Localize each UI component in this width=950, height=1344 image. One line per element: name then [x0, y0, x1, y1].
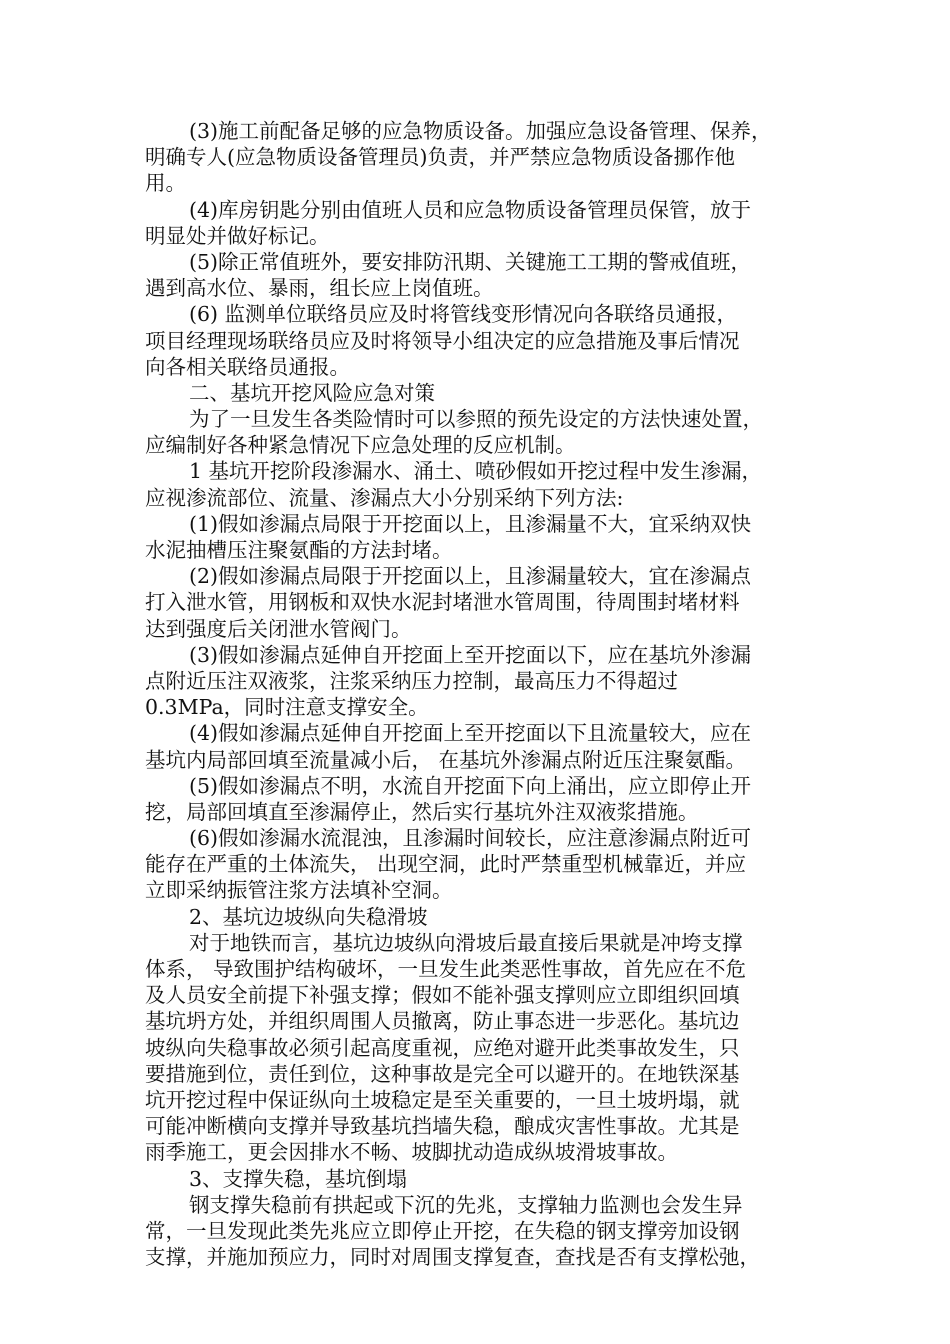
text-line: 基坑内局部回填至流量减小后， 在基坑外渗漏点附近压注聚氨酯。: [145, 747, 747, 772]
text-line: 点附近压注双液浆，注浆采纳压力控制，最高压力不得超过: [145, 668, 678, 693]
text-line: 0.3MPa，同时注意支撑安全。: [145, 695, 429, 720]
text-line: 遇到高水位、暴雨，组长应上岗值班。: [145, 276, 494, 301]
text-line: 常，一旦发现此类先兆应立即停止开挖，在失稳的钢支撑旁加设钢: [145, 1218, 740, 1243]
text-line: 可能冲断横向支撑并导致基坑挡墙失稳，酿成灾害性事故。尤其是: [145, 1114, 740, 1139]
text-line: 用。: [145, 171, 186, 196]
text-line: 基坑坍方处，并组织周围人员撤离，防止事态进一步恶化。基坑边: [145, 1009, 740, 1034]
text-line: 及人员安全前提下补强支撑；假如不能补强支撑则应立即组织回填: [145, 983, 740, 1008]
text-line: (4)库房钥匙分别由值班人员和应急物质设备管理员保管，放于: [189, 197, 752, 222]
text-line: 达到强度后关闭泄水管阀门。: [145, 616, 412, 641]
text-line: 体系， 导致围护结构破坏，一旦发生此类恶性事故，首先应在不危: [145, 957, 747, 981]
text-line: 要措施到位，责任到位，这种事故是完全可以避开的。在地铁深基: [145, 1061, 740, 1086]
text-line: 雨季施工，更会因排水不畅、坡脚扰动造成纵坡滑坡事故。: [145, 1140, 678, 1165]
text-line: (6) 监测单位联络员应及时将管线变形情况向各联络员通报，: [189, 302, 738, 327]
text-line: (6)假如渗漏水流混浊，且渗漏时间较长，应注意渗漏点附近可: [189, 826, 752, 851]
text-line: 能存在严重的土体流失， 出现空洞，此时严禁重型机械靠近，并应: [145, 852, 747, 877]
text-line: 钢支撑失稳前有拱起或下沉的先兆，支撑轴力监测也会发生异: [189, 1192, 743, 1217]
text-line: 应编制好各种紧急情况下应急处理的反应机制。: [145, 433, 576, 458]
text-line: (3)施工前配备足够的应急物质设备。加强应急设备管理、保养，: [189, 119, 772, 143]
text-line: 对于地铁而言，基坑边坡纵向滑坡后最直接后果就是冲垮支撑: [189, 930, 743, 955]
text-line: 坡纵向失稳事故必须引起高度重视，应绝对避开此类事故发生，只: [145, 1035, 740, 1060]
text-line: 项目经理现场联络员应及时将领导小组决定的应急措施及事后情况: [145, 328, 740, 353]
text-line: 2、基坑边坡纵向失稳滑坡: [189, 904, 428, 929]
text-line: (5)除正常值班外，要安排防汛期、关键施工工期的警戒值班，: [189, 249, 752, 274]
text-line: 应视渗流部位、流量、渗漏点大小分别采纳下列方法:: [145, 485, 624, 510]
text-line: 支撑，并施加预应力，同时对周围支撑复查，查找是否有支撑松弛，: [145, 1245, 760, 1270]
text-line: 明确专人(应急物质设备管理员)负责，并严禁应急物质设备挪作他: [145, 145, 735, 170]
text-line: 3、支撑失稳，基坑倒塌: [189, 1166, 408, 1191]
text-line: (1)假如渗漏点局限于开挖面以上，且渗漏量不大，宜采纳双快: [189, 511, 752, 536]
text-line: (5)假如渗漏点不明，水流自开挖面下向上涌出，应立即停止开: [189, 773, 752, 798]
text-line: 立即采纳振管注浆方法填补空洞。: [145, 878, 453, 903]
text-line: 水泥抽槽压注聚氨酯的方法封堵。: [145, 538, 453, 562]
text-line: 二、基坑开挖风险应急对策: [189, 380, 435, 405]
text-line: 坑开挖过程中保证纵向土坡稳定是至关重要的，一旦土坡坍塌，就: [145, 1087, 740, 1112]
text-line: 1 基坑开挖阶段渗漏水、涌土、喷砂假如开挖过程中发生渗漏，: [189, 459, 763, 484]
document-page: [145, 118, 810, 1270]
text-line: 挖，局部回填直至渗漏停止，然后实行基坑外注双液浆措施。: [145, 799, 699, 824]
text-line: (2)假如渗漏点局限于开挖面以上，且渗漏量较大，宜在渗漏点: [189, 564, 752, 589]
text-line: 向各相关联络员通报。: [145, 354, 350, 379]
text-line: 明显处并做好标记。: [145, 223, 330, 248]
text-line: (3)假如渗漏点延伸自开挖面上至开挖面以下，应在基坑外渗漏: [189, 642, 752, 667]
text-line: (4)假如渗漏点延伸自开挖面上至开挖面以下且流量较大，应在: [189, 721, 752, 746]
text-line: 打入泄水管，用钢板和双快水泥封堵泄水管周围，待周围封堵材料: [145, 590, 740, 615]
text-line: 为了一旦发生各类险情时可以参照的预先设定的方法快速处置，: [189, 407, 763, 432]
